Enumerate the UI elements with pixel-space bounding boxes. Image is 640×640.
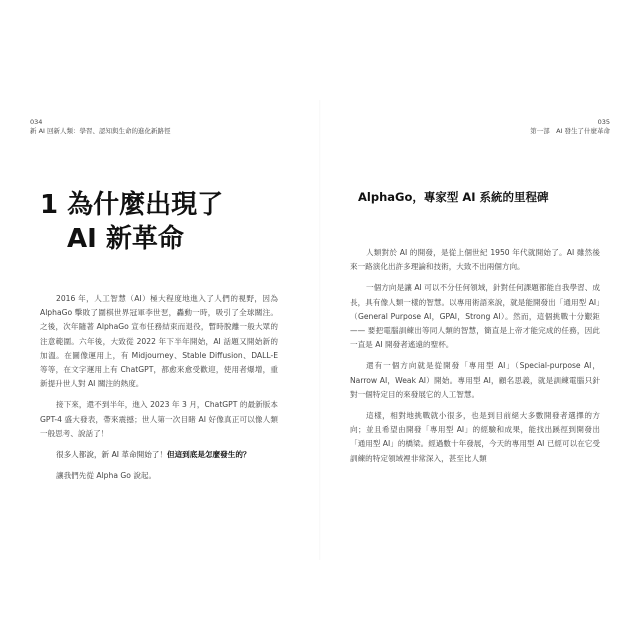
chapter-title-line2: AI 新革命 — [67, 224, 184, 254]
left-running-header — [30, 118, 171, 136]
left-body-text — [40, 292, 278, 490]
paragraph: 這樣，相對地挑戰就小很多，也是到目前絕大多數開發者選擇的方向；並且希望由開發「專用型 AI」的經驗和成果，能找出蹊徑到開發出「通用型 AI」的橋梁。經過數十年發展，今天的專用型 AI 已經可以在它受訓練的特定領域裡非常深入，甚至比人類 — [350, 411, 600, 463]
question-lead: 很多人都說，新 AI 革命開始了！ — [56, 450, 167, 460]
section-title: AlphaGo，專家型 AI 系統的里程碑 — [358, 190, 549, 204]
chapter-title-line1: 1 為什麼出現了 — [40, 190, 224, 220]
right-body-text — [350, 246, 600, 473]
left-page-number: 034 — [30, 118, 43, 126]
right-page-number: 035 — [597, 118, 610, 126]
right-running-title: 第一部 AI 發生了什麼革命 — [530, 127, 610, 135]
chapter-title — [40, 188, 223, 256]
paragraph: 接下來，還不到半年，進入 2023 年 3 月，ChatGPT 的最新版本 GPT-4 盛大發表，帶來震撼；世人第一次目睹 AI 好像真正可以像人類一般思考、說話了！ — [40, 400, 278, 438]
question-paragraph — [40, 448, 278, 462]
paragraph: 2016 年，人工智慧（AI）極大程度地進入了人們的視野，因為 AlphaGo 擊敗了圍棋世界冠軍李世乭，轟動一時，吸引了全球關注。之後，次年隨著 AlphaGo 宣布任務結束而退役，暫時脫離一般大眾的注意範圍。六年後，大致從 2022 年下半年開始，AI 話題又開始新的加溫。在圖像運用上，有 Midjourney、Stable Diffusion、DALL-E 等等，在文字運用上有 ChatGPT，都愈來愈受歡迎，使用者爆增，重新提升世人對 AI 關注的熱度。 — [40, 294, 278, 389]
right-running-header — [530, 118, 610, 136]
paragraph: 人類對於 AI 的開發，是從上個世紀 1950 年代就開始了。AI 雖然後來一路演化出許多理論和技術，大致不出兩個方向。 — [350, 248, 600, 272]
question-bold: 但這到底是怎麼發生的？ — [166, 450, 251, 460]
closing-paragraph: 讓我們先從 Alpha Go 說起。 — [56, 471, 157, 481]
paragraph: 還有一個方向就是從開發「專用型 AI」（Special-purpose AI，Narrow AI，Weak AI）開始。專用型 AI，顧名思義，就是訓練電腦只針對一個特定目的來發展它的人工智慧。 — [350, 361, 600, 399]
left-running-title: 新 AI 回新人類：學習、認知與生命的進化新路徑 — [30, 127, 171, 135]
paragraph: 一個方向是讓 AI 可以不分任何領域，針對任何課題都能自我學習、成長，具有像人類一樣的智慧。以專用術語來說，就是能開發出「通用型 AI」（General Purpose AI，GPAI，Strong AI）。然而，這個挑戰十分艱鉅 —— 要把電腦訓練出等同人類的智慧，簡直是上帝才能完成的任務，因此一直是 AI 開發者遙遠的聖杯。 — [350, 283, 600, 350]
right-page — [320, 0, 640, 640]
